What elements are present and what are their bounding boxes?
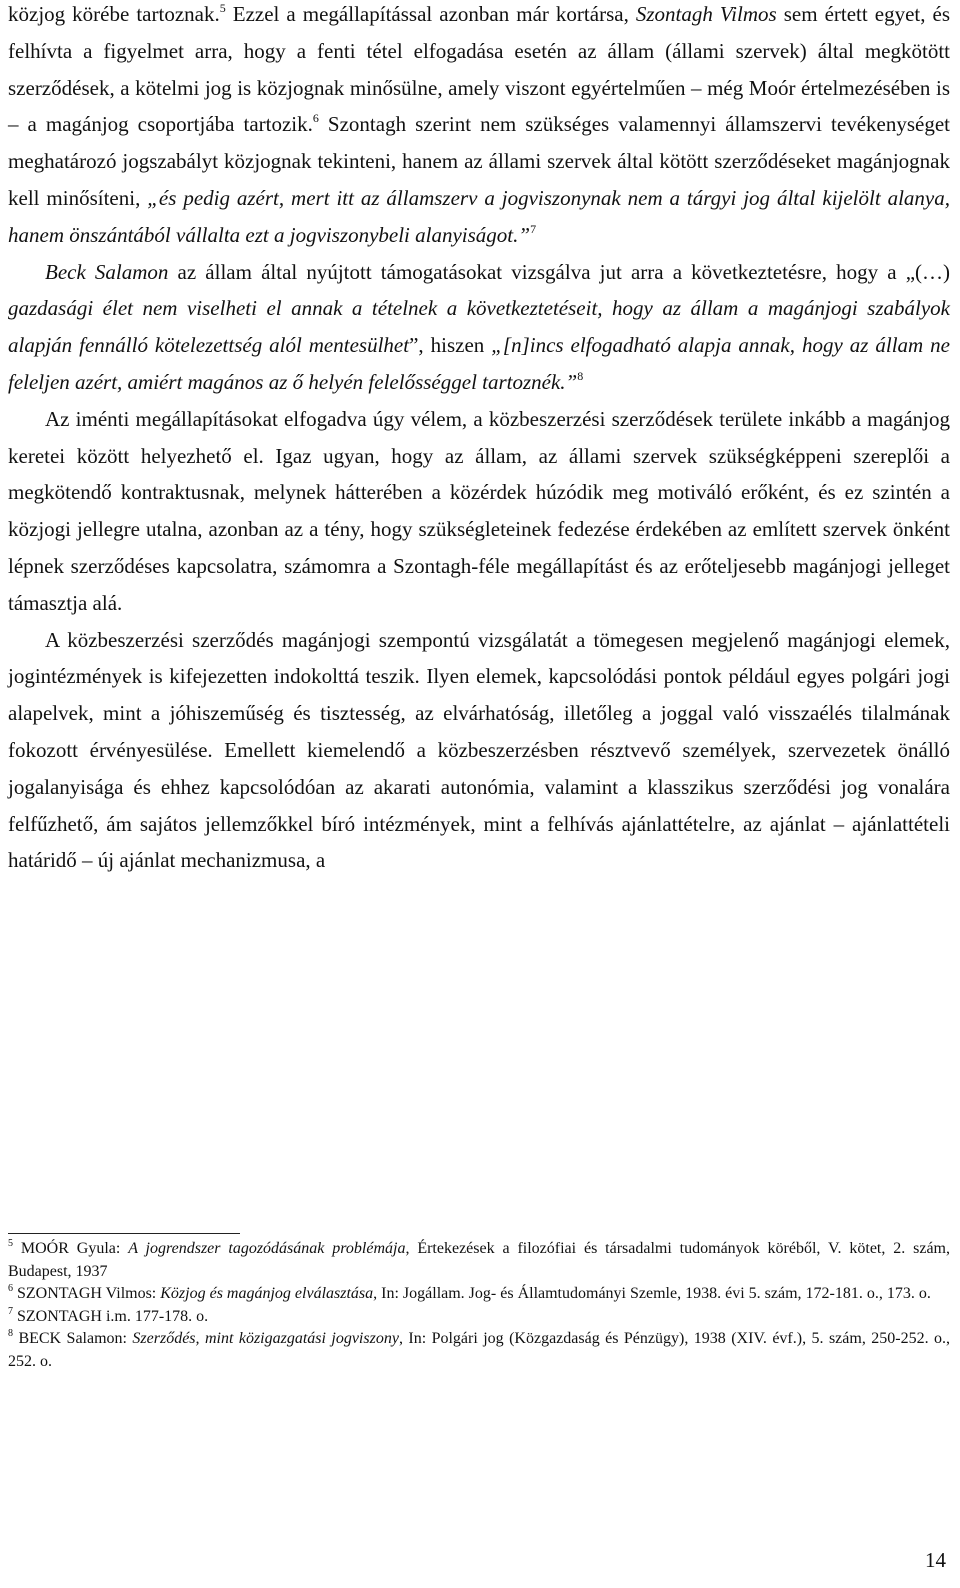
text-run: Ezzel a megállapítással azonban már kortársa,: [225, 2, 636, 26]
footnote-number: 5: [8, 1238, 13, 1249]
footnote-title: Közjog és magánjog elválasztása: [160, 1285, 374, 1302]
footnote-ref-8[interactable]: 8: [577, 368, 584, 383]
footnote-text: , In: Jogállam. Jog- és Államtudományi Szemle, 1938. évi 5. szám, 172-181. o., 173. o.: [373, 1285, 931, 1302]
footnote-separator: [8, 1233, 240, 1234]
paragraph-1: [8, 0, 950, 254]
paragraph-2: [8, 254, 950, 401]
text-run: , hiszen: [418, 333, 492, 358]
footnote-number: 7: [8, 1305, 13, 1317]
footnotes: [8, 1238, 950, 1373]
page-number: 14: [925, 1548, 946, 1572]
footnote-6: [8, 1283, 950, 1306]
footnote-5: [8, 1238, 950, 1283]
quote-close: ”: [409, 333, 419, 358]
footnote-ref-6[interactable]: 6: [312, 111, 319, 126]
footnote-ref-5[interactable]: 5: [219, 1, 226, 15]
document-page: [8, 0, 950, 879]
footnote-number: 6: [8, 1283, 13, 1294]
text-run: sem értett egyet, és felhívta a figyelmet arra, hogy a fenti tétel elfogadása esetén az állam (állami szervek) által megkötött szerződések, a kötelmi jog is közjognak minősülne, amely viszont egyértelműen – még Moór értelmezésében is – a magánjog csoportjába tartozik.: [8, 2, 950, 137]
footnote-text: BECK Salamon:: [18, 1330, 133, 1347]
footnote-ref-7[interactable]: 7: [530, 221, 537, 236]
text-run: közjog körébe tartoznak.: [8, 2, 220, 26]
footnote-title: A jogrendszer tagozódásának problémája: [128, 1240, 406, 1257]
paragraph-4: A közbeszerzési szerződés magánjogi szempontú vizsgálatát a tömegesen megjelenő magánjogi elemek, jogintézmények is kifejezetten indokolttá teszik. Ilyen elemek, kapcsolódási pontok például egyes polgári jogi alapelvek, mint a jóhiszeműség és tisztesség, az elvárhatóság, illetőleg a joggal való visszaélés tilalmának fokozott érvényesülése. Emellett kiemelendő a közbeszerzésben résztvevő személyek, szervezetek önálló jogalanyisága és ehhez kapcsolódóan az akarati autonómia, valamint a klasszikus szerződési jog vonalára felfűzhető, ám sajátos jellemzőkkel bíró intézmények, mint a felhívás ajánlattételre, az ajánlat – ajánlattételi határidő – új ajánlat mechanizmusa, a: [8, 627, 950, 873]
text-run: Szontagh szerint nem szükséges valamennyi államszervi tevékenységet meghatározó jogszabályt közjognak tekinteni, hanem az állami szervek által kötött szerződéseket magánjognak kell minősíteni,: [8, 112, 950, 210]
quotation: gazdasági élet nem viselheti el annak a tételnek a következtetéseit, hogy az állam a magánjogi szabályok alapján fennálló kötelezettség alól mentesülhet: [8, 296, 950, 358]
footnote-text: , Értekezések a filozófiai és társadalmi tudományok köréből, V. kötet, 2. szám, Budapest, 1937: [8, 1240, 950, 1280]
body-text: [8, 0, 950, 879]
footnote-text: , In: Polgári jog (Közgazdaság és Pénzügy), 1938 (XIV. évf.), 5. szám, 250-252. o., 252. o.: [8, 1330, 951, 1370]
quote-open: „(…): [905, 259, 950, 284]
quotation: „és pedig azért, mert itt az államszerv a jogviszonynak nem a tárgyi jog által kijelölt alanya, hanem önszántából vállalta ezt a jogviszonybeli alanyiságot.”: [8, 185, 950, 247]
footnote-text: SZONTAGH i.m. 177-178. o.: [17, 1307, 209, 1325]
quotation: „[n]incs elfogadható alapja annak, hogy az állam ne feleljen azért, amiért magános az ő helyén felelősséggel tartoznék.”: [8, 333, 950, 394]
author-name: Beck Salamon: [45, 259, 169, 284]
footnote-7: [8, 1306, 950, 1329]
footnote-8: [8, 1328, 950, 1373]
footnote-text: MOÓR Gyula:: [20, 1240, 129, 1257]
text-run: az állam által nyújtott támogatásokat vizsgálva jut arra a következtetésre, hogy a: [168, 259, 906, 284]
footnote-text: SZONTAGH Vilmos:: [17, 1285, 161, 1302]
paragraph-3: Az iménti megállapításokat elfogadva úgy vélem, a közbeszerzési szerződések területe inkább a magánjog keretei között helyezhető el. Igaz ugyan, hogy az állam, az állami szervek szükségképpeni szereplői a megkötendő kontraktusnak, melynek hátterében a közérdek húzódik meg motiváló erőként, és ez szintén a közjogi jellegre utalna, azonban az a tény, hogy szükségleteinek fedezése érdekében az említett szervek önként lépnek szerződéses kapcsolatra, számomra a Szontagh-féle megállapítást és az erőteljesebb magánjogi jelleget támasztja alá.: [8, 406, 950, 615]
author-name: Szontagh Vilmos: [635, 2, 777, 26]
footnote-number: 8: [8, 1328, 13, 1339]
footnote-title: Szerződés, mint közigazgatási jogviszony: [132, 1330, 399, 1347]
